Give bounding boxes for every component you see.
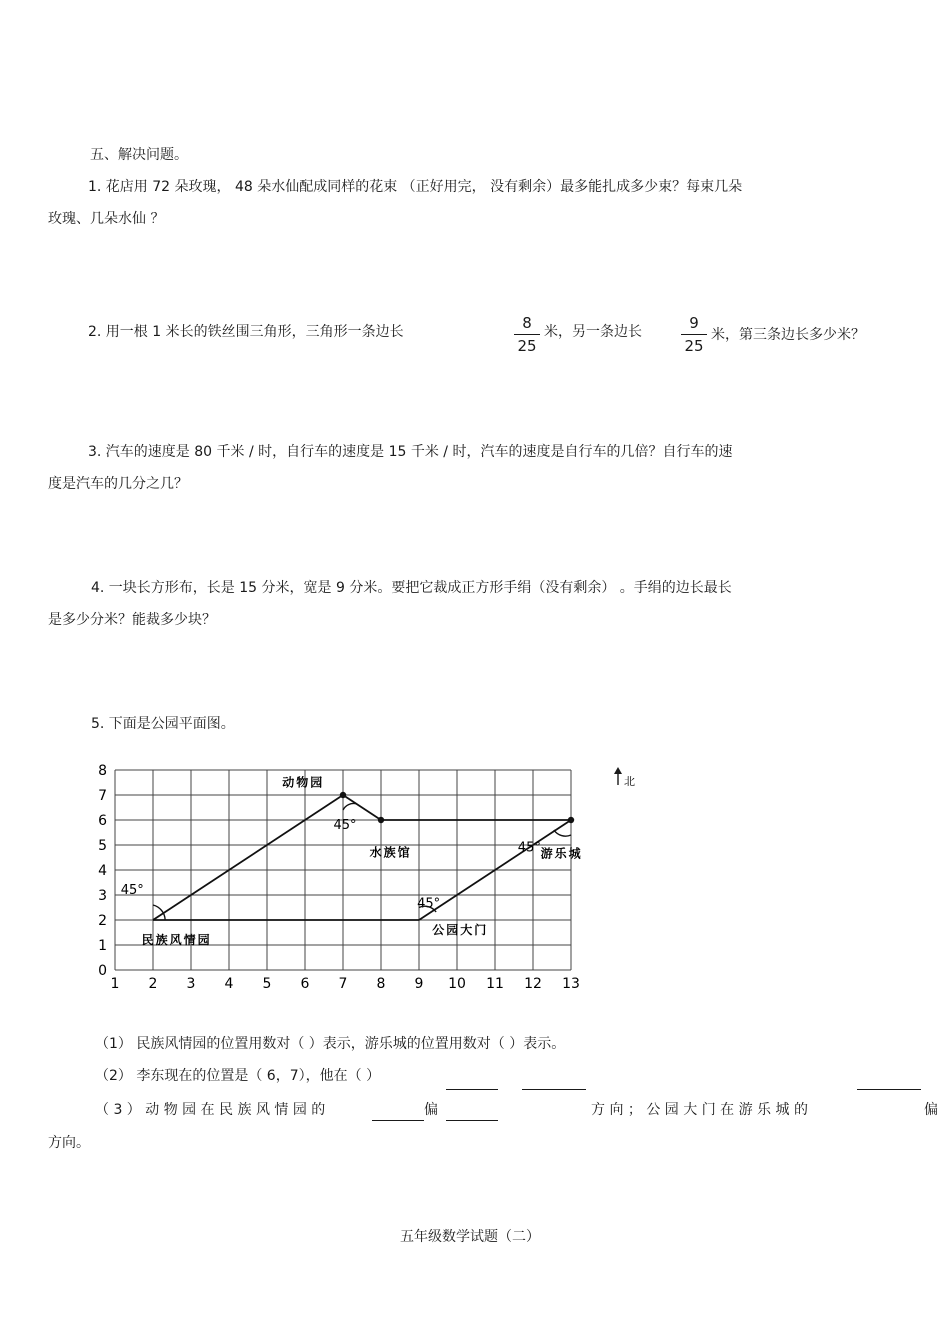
y-tick-label: 6	[98, 813, 107, 829]
page-footer: 五年级数学试题（二）	[400, 1229, 540, 1245]
question-1-line-1: 1. 花店用 72 朵玫瑰， 48 朵水仙配成同样的花束 （正好用完， 没有剩余）最多能扎成多少束？每束几朵	[88, 179, 743, 195]
question-4-line-1: 4. 一块长方形布，长是 15 分米，宽是 9 分米。要把它裁成正方形手绢（没有剩余） 。手绢的边长最长	[91, 580, 732, 596]
angle-label: 45°	[517, 840, 541, 856]
question-5-sub-3-b: 偏	[424, 1102, 438, 1118]
route-point	[378, 817, 384, 823]
x-tick-label: 4	[224, 976, 234, 992]
question-2-text-c: 米，第三条边长多少米？	[711, 327, 865, 343]
place-label: 动物园	[282, 775, 325, 790]
y-tick-label: 4	[98, 863, 107, 879]
section-title: 五、解决问题。	[90, 147, 188, 163]
question-3-line-1: 3. 汽车的速度是 80 千米 / 时，自行车的速度是 15 千米 / 时，汽车的速度是自行车的几倍？自行车的速	[88, 444, 733, 460]
question-5-sub-3-a: （ 3 ） 动 物 园 在 民 族 风 情 园 的	[95, 1102, 326, 1118]
x-tick-label: 3	[186, 976, 196, 992]
question-5-sub-1: （1） 民族风情园的位置用数对（ ）表示，游乐城的位置用数对（ ）表示。	[95, 1036, 566, 1052]
x-tick-label: 11	[486, 976, 504, 992]
answer-blank-3[interactable]	[857, 1089, 921, 1090]
fraction-denominator: 25	[517, 337, 537, 355]
x-tick-label: 8	[376, 976, 386, 992]
y-tick-label: 8	[98, 763, 107, 779]
question-2-text-b: 米，另一条边长	[544, 324, 642, 340]
question-2-text-a: 2. 用一根 1 米长的铁丝围三角形，三角形一条边长	[88, 324, 404, 340]
fraction-bar	[514, 334, 540, 335]
angle-label: 45°	[417, 896, 441, 912]
answer-blank-5[interactable]	[446, 1120, 498, 1121]
map-routes	[153, 792, 574, 920]
question-4-line-2: 是多少分米？能裁多少块？	[48, 612, 216, 628]
x-tick-label: 10	[448, 976, 466, 992]
question-5-sub-3-e: 方向。	[48, 1135, 90, 1151]
x-tick-label: 6	[300, 976, 310, 992]
place-label: 民族风情园	[141, 932, 212, 947]
angle-label: 45°	[333, 817, 357, 833]
question-5-sub-3-c: 方 向 ； 公 园 大 门 在 游 乐 城 的	[591, 1102, 808, 1118]
y-tick-label: 2	[98, 913, 107, 929]
answer-blank-4[interactable]	[372, 1120, 424, 1121]
x-tick-label: 7	[338, 976, 348, 992]
y-tick-label: 5	[98, 838, 107, 854]
fraction-denominator: 25	[684, 337, 704, 355]
place-label: 水族馆	[369, 845, 412, 860]
x-tick-label: 5	[262, 976, 272, 992]
question-1-line-2: 玫瑰、几朵水仙 ？	[48, 211, 165, 227]
fraction-numerator: 8	[522, 314, 532, 332]
map-angle-marks	[121, 803, 571, 920]
question-3-line-2: 度是汽车的几分之几？	[48, 476, 188, 492]
answer-blank-2[interactable]	[522, 1089, 586, 1090]
north-arrow	[614, 767, 635, 788]
route-segment	[153, 795, 343, 920]
angle-label: 45°	[120, 882, 144, 898]
place-label: 公园大门	[432, 922, 489, 937]
fraction-8-25	[514, 314, 540, 355]
angle-arc	[554, 830, 571, 836]
angle-arc	[343, 803, 356, 810]
route-point	[568, 817, 574, 823]
question-5-title: 5. 下面是公园平面图。	[91, 716, 235, 732]
park-map	[88, 755, 648, 995]
north-label: 北	[624, 775, 635, 788]
y-tick-label: 3	[98, 888, 107, 904]
route-point	[340, 792, 346, 798]
x-tick-label: 9	[414, 976, 424, 992]
x-tick-label: 2	[148, 976, 158, 992]
fraction-numerator: 9	[689, 314, 699, 332]
fraction-bar	[681, 334, 707, 335]
answer-blank-1[interactable]	[446, 1089, 498, 1090]
place-label: 游乐城	[540, 846, 583, 861]
y-tick-label: 0	[98, 963, 107, 979]
x-tick-label: 13	[562, 976, 580, 992]
x-tick-label: 12	[524, 976, 542, 992]
question-5-sub-2: （2） 李东现在的位置是（ 6，7），他在（ ）	[95, 1068, 381, 1084]
question-5-sub-3-d: 偏	[924, 1102, 938, 1118]
y-tick-label: 1	[98, 938, 107, 954]
route-segment	[343, 795, 381, 820]
fraction-9-25	[681, 314, 707, 355]
x-tick-label: 1	[110, 976, 120, 992]
y-tick-label: 7	[98, 788, 107, 804]
